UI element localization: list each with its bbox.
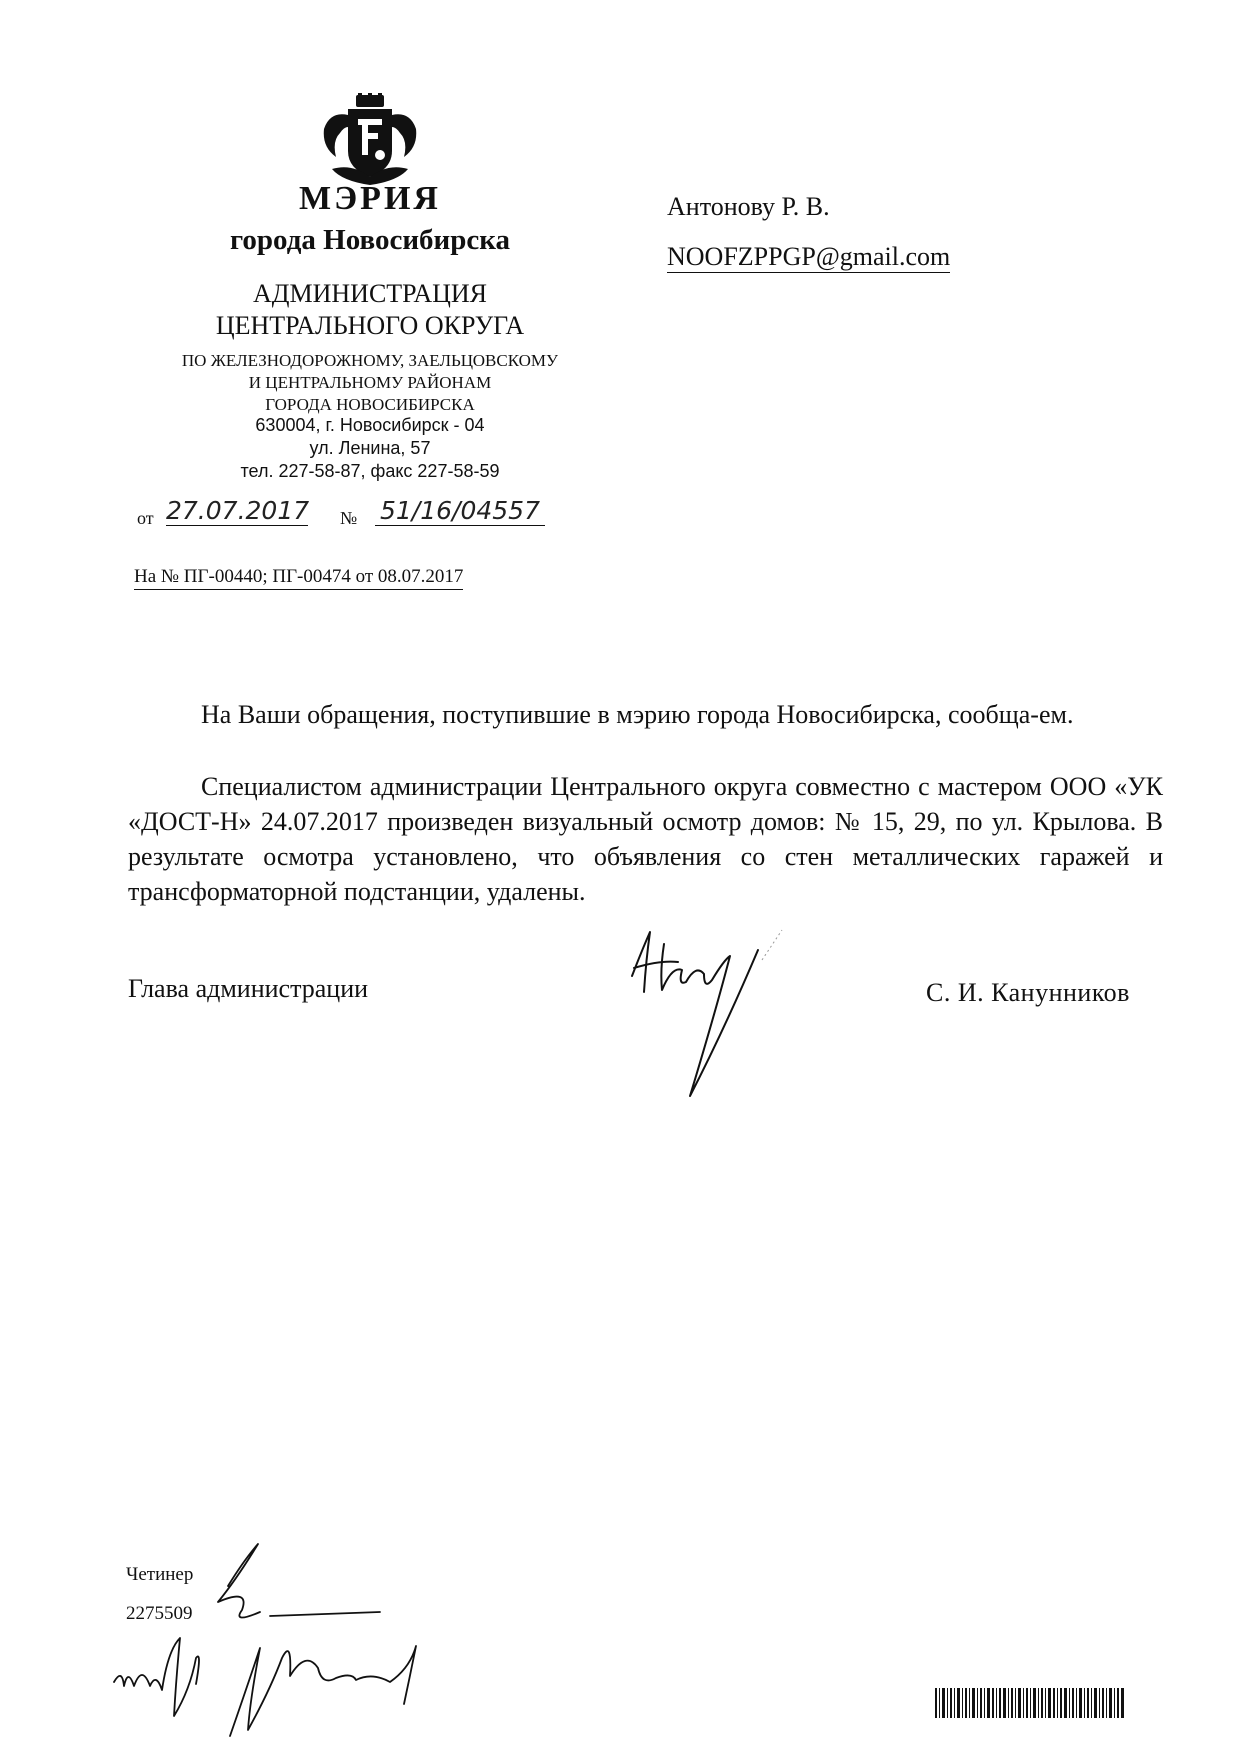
reference-line: На № ПГ-00440; ПГ-00474 от 08.07.2017 (134, 566, 463, 590)
address-block (150, 414, 590, 483)
date-value: 27.07.2017 (166, 496, 310, 525)
recipient-email: NOOFZPPGP@gmail.com (667, 242, 951, 271)
executor-name: Четинер (126, 1564, 194, 1585)
handwritten-signature (620, 920, 790, 1110)
address-line: 630004, г. Новосибирск - 04 (255, 415, 485, 435)
date-label: от (137, 508, 154, 528)
district-line: ПО ЖЕЛЕЗНОДОРОЖНОМУ, ЗАЕЛЬЦОВСКОМУ (181, 351, 559, 370)
address-line: ул. Ленина, 57 (309, 438, 431, 458)
district-line: ГОРОДА НОВОСИБИРСКА (265, 395, 475, 414)
admin-title-line2: ЦЕНТРАЛЬНОГО ОКРУГА (215, 311, 525, 340)
handwritten-initials (110, 1540, 470, 1740)
signatory-role: Глава администрации (128, 974, 369, 1003)
executor-phone: 2275509 (126, 1603, 193, 1624)
org-subtitle: города Новосибирска (229, 224, 511, 256)
org-title: МЭРИЯ (299, 180, 441, 217)
body-paragraph-1: На Ваши обращения, поступившие в мэрию города Новосибирска, сообща-ем. (201, 700, 1074, 729)
address-line: тел. 227-58-87, факс 227-58-59 (240, 461, 500, 481)
number-label: № (340, 508, 358, 528)
coat-of-arms-emblem (318, 93, 422, 189)
district-line: И ЦЕНТРАЛЬНОМУ РАЙОНАМ (248, 373, 492, 392)
recipient-name: Антонову Р. В. (667, 192, 830, 221)
barcode (935, 1688, 1125, 1728)
admin-title-line1: АДМИНИСТРАЦИЯ (253, 279, 487, 308)
body-paragraph-2: Специалистом администрации Центрального округа совместно с мастером ООО «УК «ДОСТ-Н» 24.07.2017 произведен визуальный осмотр домов: № 15, 29, по ул. Крылова. В результате осмотра установлено, что объявления со стен металлических гаражей и трансформаторной подстанции, удалены. (128, 772, 1163, 906)
signatory-name: С. И. Канунников (926, 978, 1130, 1007)
number-value: 51/16/04557 (375, 496, 545, 526)
district-block (120, 350, 620, 416)
